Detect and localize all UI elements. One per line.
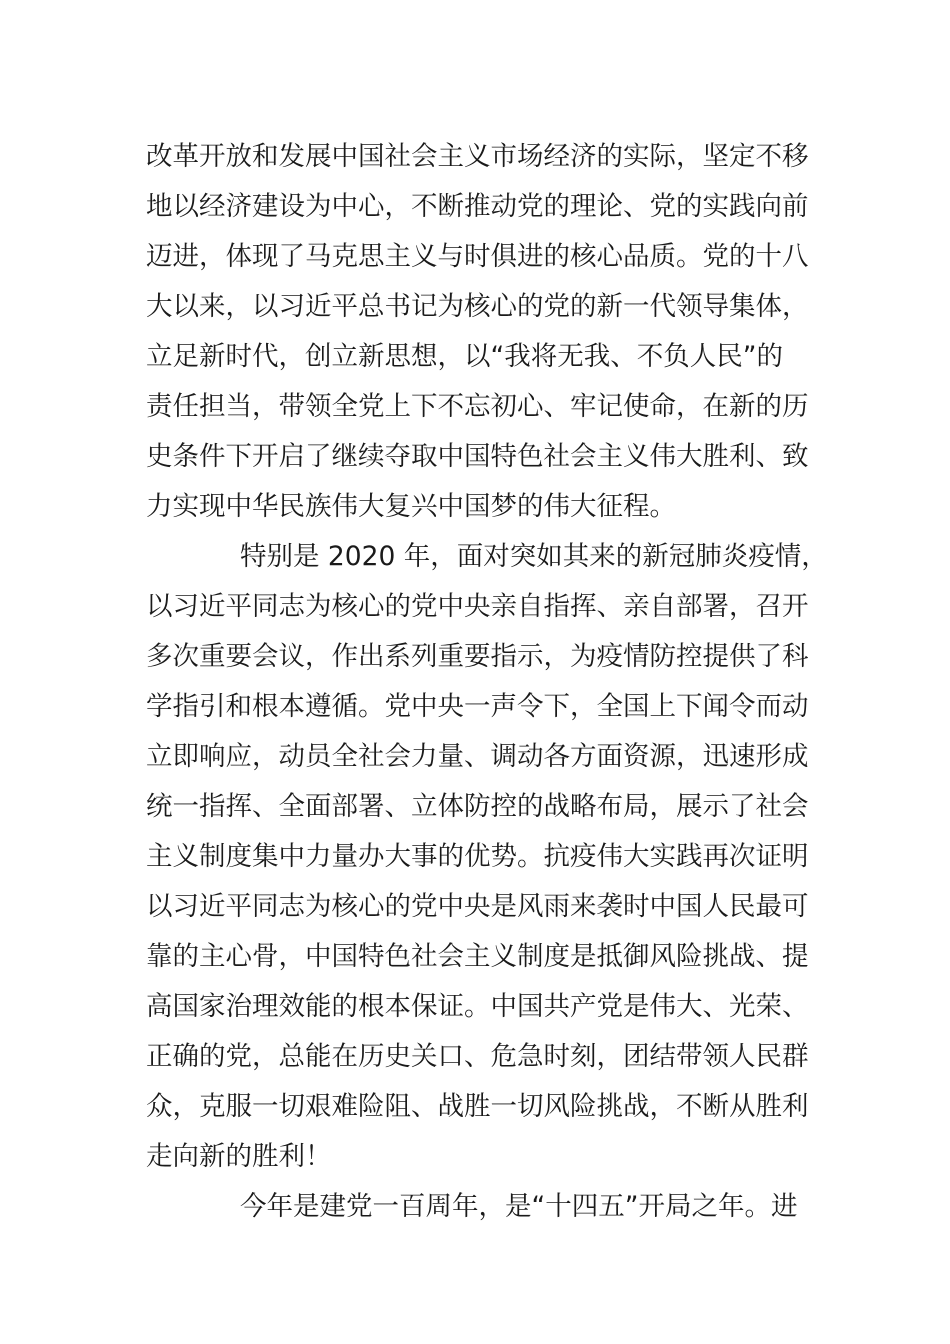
paragraph-start-line: 特别是 2020 年，面对突如其来的新冠肺炎疫情， xyxy=(240,541,828,572)
paragraph-start-line: 今年是建党一百周年，是“十四五”开局之年。进 xyxy=(240,1191,798,1222)
text-line: 地以经济建设为中心，不断推动党的理论、党的实践向前 xyxy=(146,191,809,222)
text-line: 力实现中华民族伟大复兴中国梦的伟大征程。 xyxy=(146,491,676,522)
text-line: 高国家治理效能的根本保证。中国共产党是伟大、光荣、 xyxy=(146,991,809,1022)
text-line: 众，克服一切艰难险阻、战胜一切风险挑战，不断从胜利 xyxy=(146,1091,809,1122)
text-line: 立即响应，动员全社会力量、调动各方面资源，迅速形成 xyxy=(146,741,809,772)
text-line: 立足新时代，创立新思想，以“我将无我、不负人民”的 xyxy=(146,341,783,372)
text-line: 迈进，体现了马克思主义与时俱进的核心品质。党的十八 xyxy=(146,241,809,272)
text-line: 改革开放和发展中国社会主义市场经济的实际，坚定不移 xyxy=(146,141,809,172)
text-line: 靠的主心骨，中国特色社会主义制度是抵御风险挑战、提 xyxy=(146,941,809,972)
text-line: 统一指挥、全面部署、立体防控的战略布局，展示了社会 xyxy=(146,791,809,822)
text-line: 主义制度集中力量办大事的优势。抗疫伟大实践再次证明 xyxy=(146,841,809,872)
text-line: 大以来，以习近平总书记为核心的党的新一代领导集体， xyxy=(146,291,809,322)
text-line: 以习近平同志为核心的党中央亲自指挥、亲自部署，召开 xyxy=(146,591,809,622)
body-text xyxy=(146,132,828,1232)
text-line: 走向新的胜利！ xyxy=(146,1141,332,1172)
text-line: 责任担当，带领全党上下不忘初心、牢记使命，在新的历 xyxy=(146,391,809,422)
text-line: 学指引和根本遵循。党中央一声令下，全国上下闻令而动 xyxy=(146,691,809,722)
text-line: 以习近平同志为核心的党中央是风雨来袭时中国人民最可 xyxy=(146,891,809,922)
text-line: 正确的党，总能在历史关口、危急时刻，团结带领人民群 xyxy=(146,1041,809,1072)
text-line: 多次重要会议，作出系列重要指示，为疫情防控提供了科 xyxy=(146,641,809,672)
text-line: 史条件下开启了继续夺取中国特色社会主义伟大胜利、致 xyxy=(146,441,809,472)
